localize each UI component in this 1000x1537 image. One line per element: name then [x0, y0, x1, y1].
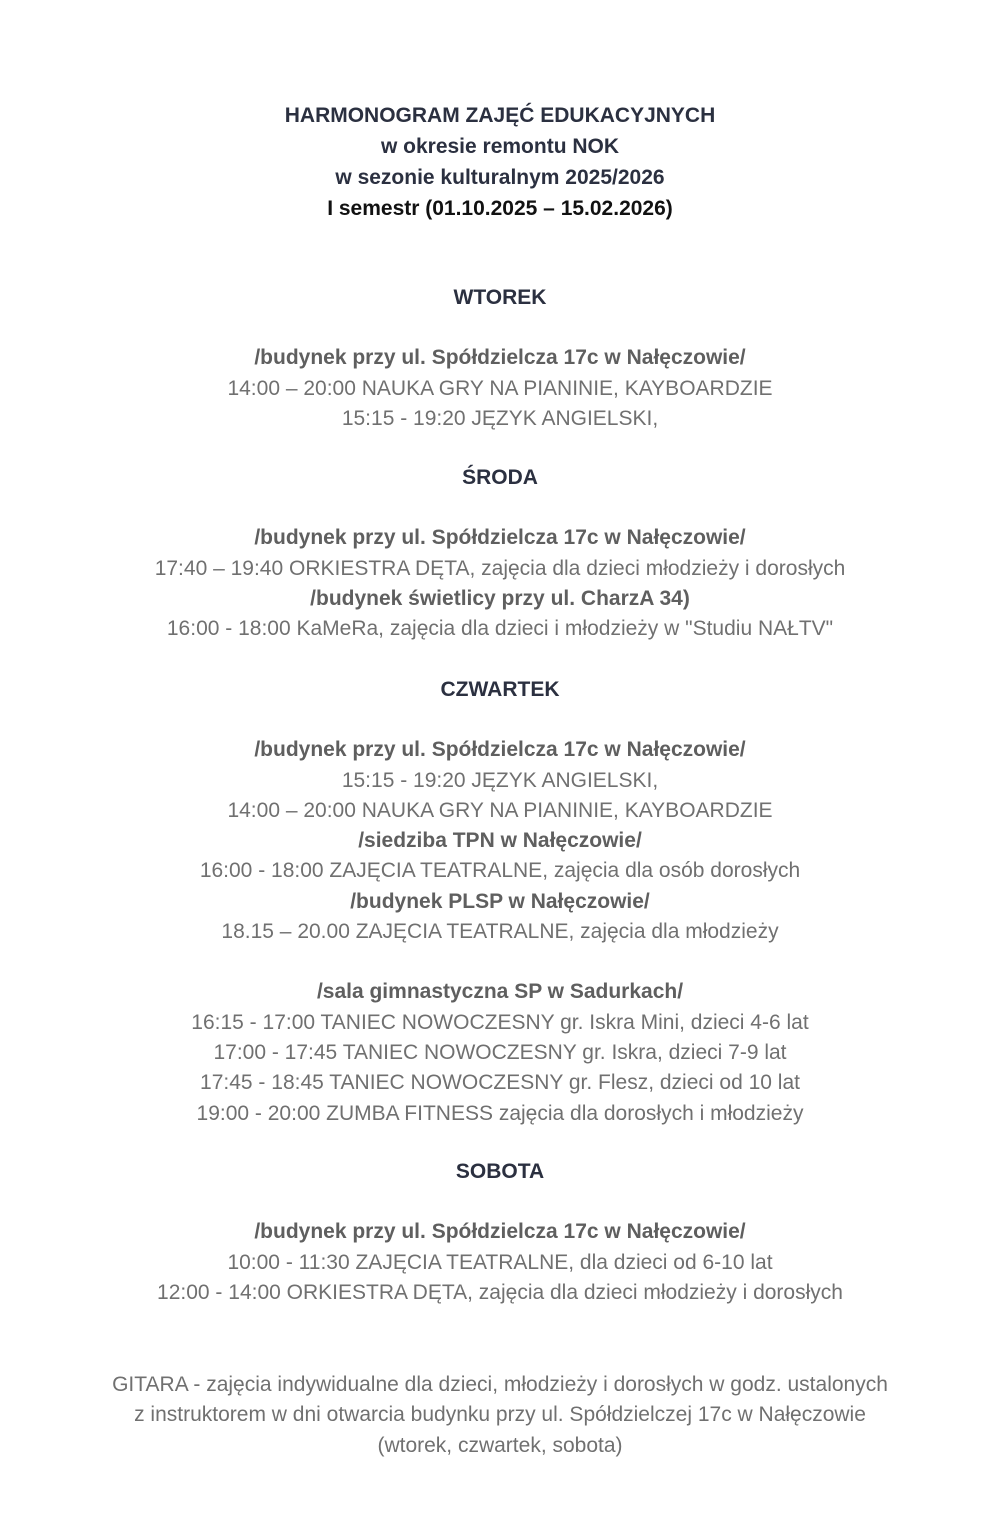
- schedule-item: 14:00 – 20:00 NAUKA GRY NA PIANINIE, KAYBOARDZIE: [227, 798, 773, 822]
- spacer: [0, 493, 1000, 523]
- schedule-item: 18.15 – 20.00 ZAJĘCIA TEATRALNE, zajęcia dla młodzieży: [221, 920, 779, 944]
- location-heading: /budynek przy ul. Spółdzielcza 17c w Nałęczowie/: [254, 738, 746, 762]
- schedule-item: 12:00 - 14:00 ORKIESTRA DĘTA, zajęcia dla dzieci młodzieży i dorosłych: [157, 1280, 843, 1304]
- document-header: [0, 100, 1000, 224]
- subtitle-season: w sezonie kulturalnym 2025/2026: [335, 166, 665, 189]
- schedule-item: 19:00 - 20:00 ZUMBA FITNESS zajęcia dla dorosłych i młodzieży: [196, 1101, 804, 1125]
- location-heading: /budynek PLSP w Nałęczowie/: [350, 889, 650, 913]
- footer-line: z instruktorem w dni otwarcia budynku przy ul. Spółdzielczej 17c w Nałęczowie: [134, 1403, 866, 1427]
- spacer: [0, 705, 1000, 735]
- location-heading: /budynek przy ul. Spółdzielcza 17c w Nałęczowie/: [254, 346, 746, 370]
- document-title: HARMONOGRAM ZAJĘĆ EDUKACYJNYCH: [284, 104, 716, 127]
- spacer: [0, 947, 1000, 977]
- schedule-item: 15:15 - 19:20 JĘZYK ANGIELSKI,: [341, 406, 659, 430]
- schedule-item: 15:15 - 19:20 JĘZYK ANGIELSKI,: [341, 768, 659, 792]
- schedule-item: 10:00 - 11:30 ZAJĘCIA TEATRALNE, dla dzieci od 6-10 lat: [227, 1250, 773, 1274]
- schedule-item: 16:15 - 17:00 TANIEC NOWOCZESNY gr. Iskra Mini, dzieci 4-6 lat: [191, 1010, 809, 1034]
- day-heading: SOBOTA: [455, 1160, 545, 1183]
- spacer: [0, 313, 1000, 343]
- subtitle-semester: I semestr (01.10.2025 – 15.02.2026): [327, 197, 673, 220]
- spacer: [0, 1187, 1000, 1217]
- footer-line: GITARA - zajęcia indywidualne dla dzieci, młodzieży i dorosłych w godz. ustalonych: [112, 1373, 888, 1396]
- day-heading: WTOREK: [453, 286, 547, 309]
- subtitle-period: w okresie remontu NOK: [380, 135, 620, 158]
- location-heading: /siedziba TPN w Nałęczowie/: [358, 829, 642, 853]
- day-section-wtorek: [0, 283, 1000, 434]
- schedule-item: 17:00 - 17:45 TANIEC NOWOCZESNY gr. Iskra, dzieci 7-9 lat: [213, 1040, 787, 1064]
- schedule-item: 17:40 – 19:40 ORKIESTRA DĘTA, zajęcia dla dzieci młodzieży i dorosłych: [154, 556, 846, 580]
- location-heading: /budynek przy ul. Spółdzielcza 17c w Nałęczowie/: [254, 526, 746, 550]
- location-heading: /sala gimnastyczna SP w Sadurkach/: [316, 980, 684, 1004]
- day-section-sroda: [0, 463, 1000, 644]
- footer-note: [0, 1370, 1000, 1461]
- schedule-item: 16:00 - 18:00 ZAJĘCIA TEATRALNE, zajęcia dla osób dorosłych: [199, 859, 801, 883]
- location-heading: /budynek przy ul. Spółdzielcza 17c w Nałęczowie/: [254, 1220, 746, 1244]
- location-heading: /budynek świetlicy przy ul. CharzA 34): [310, 586, 690, 610]
- day-heading: ŚRODA: [462, 466, 538, 489]
- schedule-item: 14:00 – 20:00 NAUKA GRY NA PIANINIE, KAYBOARDZIE: [227, 376, 773, 400]
- schedule-item: 16:00 - 18:00 KaMeRa, zajęcia dla dzieci i młodzieży w "Studiu NAŁTV": [166, 617, 834, 641]
- day-section-sobota: [0, 1157, 1000, 1308]
- schedule-item: 17:45 - 18:45 TANIEC NOWOCZESNY gr. Flesz, dzieci od 10 lat: [200, 1071, 800, 1095]
- day-section-czwartek: [0, 675, 1000, 1129]
- footer-line: (wtorek, czwartek, sobota): [377, 1433, 623, 1457]
- day-heading: CZWARTEK: [440, 678, 560, 701]
